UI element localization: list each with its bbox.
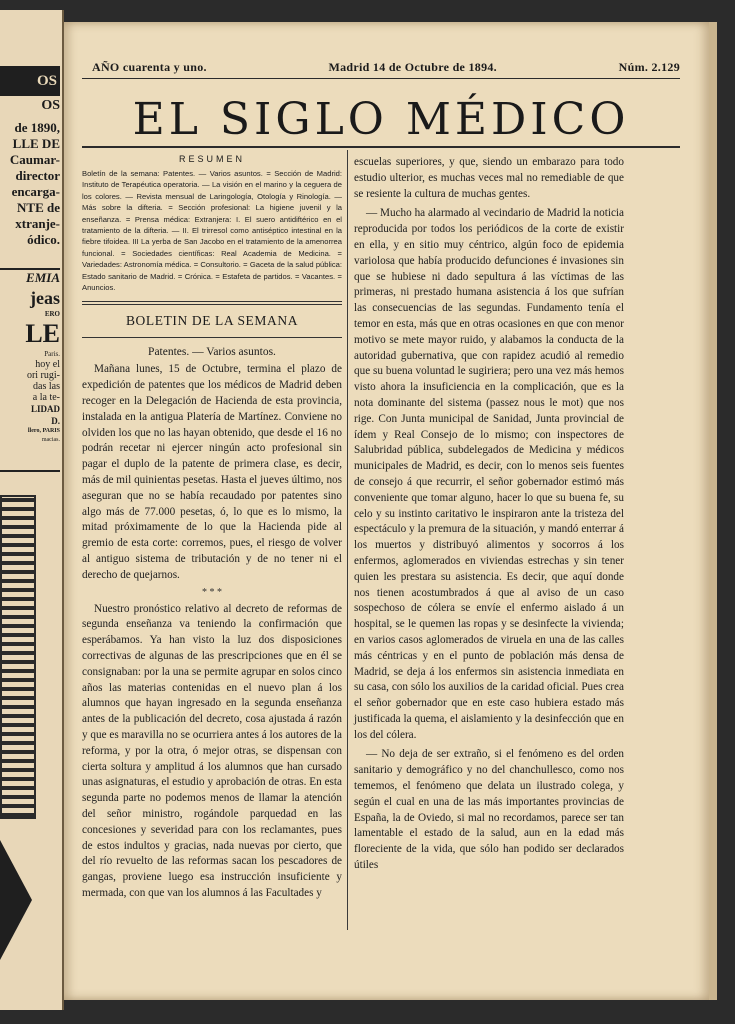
strip-ornament-border: [0, 495, 36, 819]
issue-date: Madrid 14 de Octubre de 1894.: [328, 60, 497, 74]
section-title-boletin: BOLETIN DE LA SEMANA: [125, 313, 299, 329]
issue-header: [92, 60, 680, 75]
masthead-title: EL SIGLO MÉDICO: [132, 94, 630, 145]
right-paragraph-3: — No deja de ser extraño, si el fenómeno es del orden sanitario y demográfico y no del chanchullesco, como nos tememos, el fenómeno que delata un ilustrado colega, y según el cual en una de las más importantes provincias de España, la de Oviedo, si mal no recordamos, parece ser tan lamentable el estado de la salud, aun en la edad más floreciente de la vida, que sólo han podido ser declarados útiles: [354, 748, 624, 872]
resumen-rule: [82, 301, 342, 302]
resumen-title: RESUMEN: [178, 154, 245, 164]
page-edge-shadow: [709, 22, 717, 1000]
boletin-rule: [82, 337, 342, 338]
boletin-paragraph-1: Mañana lunes, 15 de Octubre, termina el plazo de expedición de patentes que los médicos de Madrid deben recoger en la Delegación de Hacienda de esta provincia, instalada en la antigua Platería de Martínez. Conviene no olviden los que no las hayan obtenido, que desde el 16 no podrán recetar ni ejercer ningún acto profesional sin pagar el duplo de la patente de primera clase, es decir, más de mil quinientas pesetas. Hasta el jueves último, nos aseguran que no se había recaudado por patentes sino algo más de 77.000 pesetas, ó, lo que es lo mismo, la mitad próximamente de lo que la Hacienda pide al gremio de esta corte: corremos, pues, el riesgo de volver al antiguo sistema de tributación y de no tener ni el derecho de quejarnos.: [82, 363, 342, 581]
boletin-paragraph-2: Nuestro pronóstico relativo al decreto de reformas de segunda enseñanza va teniendo la confirmación que esperábamos. Ya han visto la luz dos disposiciones correctivas de algunas de las prescripciones que en él se consignaban: por la una se permite agrupar en solos cinco años las materias contenidas en el nuevo plan á los alumnos que hayan ingresado en la segunda enseñanza antes de la publicación del decreto, cosa ajustada á razón y que es maravilla no se ocurriera antes á los autores de la reforma, y por la otra, ó mejor otras, se dispensan con cierta soltura y amplitud á los alumnos que han cursado unas asignaturas, el estudio y aprobación de otras. En esta segunda parte no podemos menos de llamar la atención del señor ministro, rogándole parquedad en las concesiones y severidad para con los reclamantes, pues de estos indultos y gracias, nada nuevas por cierto, que del río revuelto de las reformas sacan los pescadores de gangas, proviene luego esa instrucción insuficiente y mermada, con que van los alumnos á las Facultades y: [82, 602, 342, 899]
boletin-subtitle: Patentes. — Varios asuntos.: [148, 346, 276, 359]
strip-triangle-mark: [0, 840, 32, 960]
newspaper-page: [64, 22, 710, 1000]
right-paragraph-2: — Mucho ha alarmado al vecindario de Madrid la noticia reproducida por todos los periódicos de la corte de existir en ella, y en sitio muy céntrico, algún foco de epidemia variolosa que había producido defunciones é invasiones sin que se hubiese ni dado sepultura á las víctimas de las primeras, ni prestado humana asistencia á los que sufrían las consecuencias de las segundas. Fundamento tenía el temor en esta, más que en otras ocasiones en que con menor motivo se mete mayor ruido, y alabamos la conducta de la autoridad gubernativa, que con rapidez acudió al remedio que su buena voluntad le sugiriera; pero una vez más hemos visto ahora la insuficiencia en la complicación, que es la nota dominante del sistema (passez nous le mot) que nos rige. Con Junta municipal de Sanidad, Junta provincial de ídem y Real Consejo de lo mismo; con inspectores de Salubridad pública, subdelegados de Medicina y médicos municipales de Madrid, es decir, con lo menos seis fuentes de consejo á que recurrir, el señor gobernador estimó más conveniente que tomar alguno, hacer lo que su buena fe, su celo y su instinto caritativo le inspiraron ante la tristeza del espectáculo y la premura de la situación, y mandó enterrar á los muertos y distribuyó alimentos y socorros á los enfermos, aglomerados en viviendas estrechas y sin tener quien les prestara su asistencia. Es decir, que aquí donde nos tienen acostumbrados á que al aviso de un caso sospechoso de cólera se envíe el enfermo aislado á un hospital, se le quemen las ropas y se desinfecte la vivienda; en varios casos aglomerados de viruela en una de las calles más céntricas y en el punto de población más densa de Madrid, se deja á los enfermos sin asistencia inmediata en su casa, con sólo los auxilios de la caridad oficial. Pues crea el señor gobernador que en este caso hubiera estado más justificada la quema, el aislamiento y la desinfección que en los del cólera.: [354, 207, 624, 741]
strip-advertisement: EMIA jeas ERO LE Paris. hoy el ori rugi- das las a la te- LIDAD D. llero, PARIS macias.: [0, 268, 60, 472]
adjacent-page-strip: [0, 10, 64, 1010]
issue-number: Núm. 2.129: [618, 60, 680, 74]
resumen-rule-double: [82, 304, 342, 305]
right-paragraph-1: escuelas superiores, y que, siendo un embarazo para todo estudio ulterior, es muchas veces mal no remediable de que se resiente la cultura de muchas gentes.: [354, 156, 624, 200]
asterism: * * *: [202, 586, 222, 598]
strip-notice-text: de 1890, LLE DE Caumar- director encarga- NTE de xtranje- ódico.: [9, 120, 60, 247]
masthead-rule: [82, 146, 680, 148]
right-column: [354, 155, 624, 874]
strip-banner-sub: OS: [41, 98, 60, 113]
left-column: [82, 154, 342, 902]
issue-year: AÑO cuarenta y uno.: [92, 60, 207, 74]
resumen-text: Boletín de la semana: Patentes. — Varios asuntos. = Sección de Madrid: Instituto de Terapéutica operatoria. — La visión en el marino y la ceguera de los colores. — Revista mensual de Laringología, Otología y Rinología. — Más sobre la difteria. = Sección profesional: La higiene juvenil y la enseñanza. = Prensa médica: Extranjera: I. El suero antidiftérico en el tratamiento de la difteria. — II. El trirresol como antiséptico intestinal en la fiebre tifoidea. III La yerba de San Jacobo en el tratamiento de la amenorrea funcional. = Sociedades científicas: Real Academia de Medicina. = Variedades: Astronomía médica. = Consultorio. = Gaceta de la salud pública: Estado sanitario de Madrid. = Crónica. = Estafeta de partidos. = Vacantes. = Anuncios.: [82, 169, 342, 293]
column-divider: [347, 150, 348, 930]
header-rule: [82, 78, 680, 79]
strip-banner-top: OS: [0, 66, 60, 96]
